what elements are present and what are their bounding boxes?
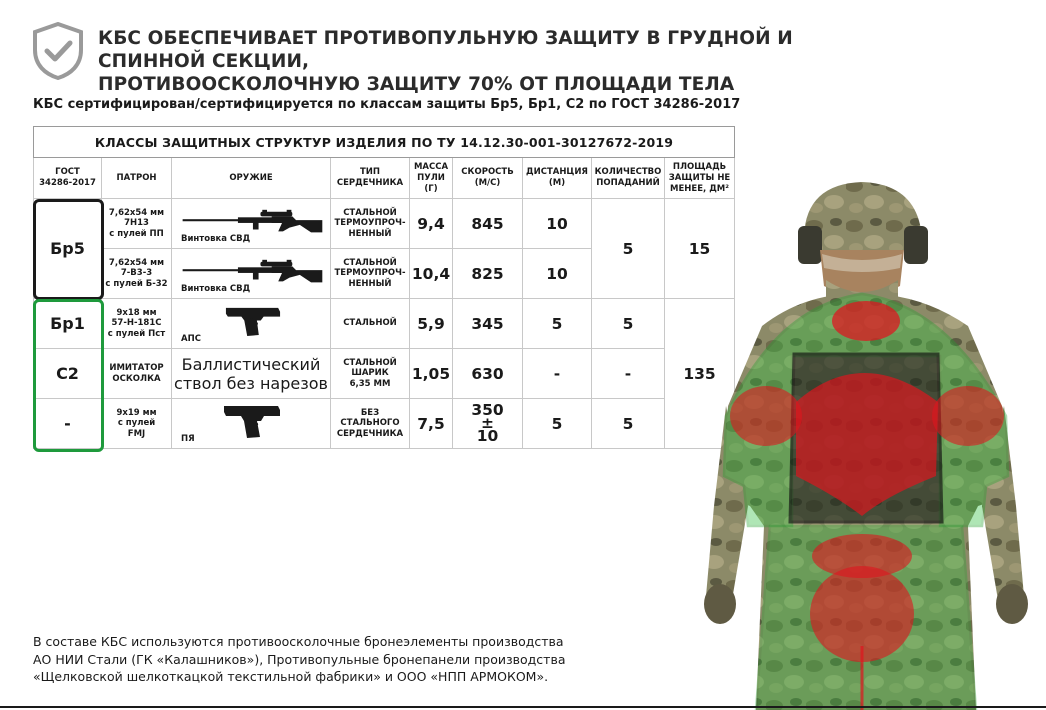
table-row (34, 299, 735, 349)
cartridge-cell: 7,62х54 мм 7Н13 с пулей ПП (102, 199, 172, 249)
page-title-line-2: ПРОТИВООСКОЛОЧНУЮ ЗАЩИТУ 70% ОТ ПЛОЩАДИ ТЕЛА (98, 74, 735, 95)
speed-cell: 630 (453, 349, 523, 399)
class-cell-c2: С2 (34, 349, 102, 399)
speed-cell: 825 (453, 249, 523, 299)
core-cell: БЕЗ СТАЛЬНОГО СЕРДЕЧНИКА (331, 399, 410, 449)
certification-note: КБС сертифицирован/сертифицируется по классам защиты Бр5, Бр1, С2 по ГОСТ 34286-2017 (33, 97, 741, 112)
hits-cell: 5 (592, 299, 665, 349)
weapon-label: Винтовка СВД (181, 284, 251, 294)
mass-cell: 5,9 (410, 299, 453, 349)
speed-cell: 845 (453, 199, 523, 249)
header-cartridge: ПАТРОН (102, 158, 172, 199)
weapon-cell (172, 249, 331, 299)
table-row (34, 199, 735, 249)
core-cell: СТАЛЬНОЙ ШАРИК 6,35 ММ (331, 349, 410, 399)
weapon-label: ПЯ (181, 434, 195, 444)
protection-classes-table (33, 126, 735, 449)
header-hits: КОЛИЧЕСТВО ПОПАДАНИЙ (592, 158, 665, 199)
area-cell-br5: 15 (665, 199, 735, 299)
hits-cell-br5: 5 (592, 199, 665, 299)
footer-line-2: АО НИИ Стали (ГК «Калашников»), Противопульные бронепанели производства (33, 651, 566, 667)
footer-line-1: В составе КБС используются противоосколочные бронеэлементы производства (33, 634, 564, 649)
core-cell: СТАЛЬНОЙ ТЕРМОУПРОЧ- НЕННЫЙ (331, 249, 410, 299)
distance-cell: 5 (523, 299, 592, 349)
header-weapon: ОРУЖИЕ (172, 158, 331, 199)
header-distance: ДИСТАНЦИЯ (М) (523, 158, 592, 199)
footer-line-3: «Щелковской шелкоткацкой текстильной фабрики» и ООО «НПП АРМОКОМ». (33, 669, 549, 684)
area-cell-lower: 135 (665, 299, 735, 449)
bottom-divider (0, 706, 1046, 708)
header-gost: ГОСТ 34286-2017 (34, 158, 102, 199)
class-cell-br5: Бр5 (34, 199, 102, 299)
hits-cell: - (592, 349, 665, 399)
speed-cell: 345 (453, 299, 523, 349)
core-cell: СТАЛЬНОЙ ТЕРМОУПРОЧ- НЕННЫЙ (331, 199, 410, 249)
core-cell: СТАЛЬНОЙ (331, 299, 410, 349)
weapon-cell: Баллистический ствол без нарезов (172, 349, 331, 399)
table-row (34, 349, 735, 399)
pya-pistol-icon (222, 403, 282, 439)
distance-cell: 10 (523, 249, 592, 299)
hits-cell: 5 (592, 399, 665, 449)
page-title (98, 27, 898, 96)
header-speed: СКОРОСТЬ (М/С) (453, 158, 523, 199)
soldier-armor-illustration (686, 176, 1046, 710)
cartridge-cell: 9х18 мм 57-Н-181С с пулей Пст (102, 299, 172, 349)
weapon-cell (172, 399, 331, 449)
table-row (34, 399, 735, 449)
weapon-cell (172, 299, 331, 349)
class-cell-br1: Бр1 (34, 299, 102, 349)
aps-pistol-icon (224, 304, 282, 337)
distance-cell: - (523, 349, 592, 399)
mass-cell: 1,05 (410, 349, 453, 399)
weapon-label: Винтовка СВД (181, 234, 251, 244)
speed-cell: 350 ± 10 (453, 399, 523, 449)
mass-cell: 7,5 (410, 399, 453, 449)
header-area: ПЛОЩАДЬ ЗАЩИТЫ НЕ МЕНЕЕ, ДМ² (665, 158, 735, 199)
shield-check-icon (32, 22, 84, 80)
distance-cell: 5 (523, 399, 592, 449)
cartridge-cell: ИМИТАТОР ОСКОЛКА (102, 349, 172, 399)
weapon-label: АПС (181, 334, 201, 344)
header-core: ТИП СЕРДЕЧНИКА (331, 158, 410, 199)
mass-cell: 9,4 (410, 199, 453, 249)
header-mass: МАССА ПУЛИ (Г) (410, 158, 453, 199)
page-title-line-1: КБС ОБЕСПЕЧИВАЕТ ПРОТИВОПУЛЬНУЮ ЗАЩИТУ В ГРУДНОЙ И СПИННОЙ СЕКЦИИ, (98, 28, 793, 72)
distance-cell: 10 (523, 199, 592, 249)
table-title: КЛАССЫ ЗАЩИТНЫХ СТРУКТУР ИЗДЕЛИЯ ПО ТУ 14.12.30-001-30127672-2019 (34, 127, 735, 158)
footer-note (33, 633, 633, 686)
class-cell-none: - (34, 399, 102, 449)
cartridge-cell: 9х19 мм с пулей FMJ (102, 399, 172, 449)
weapon-cell (172, 199, 331, 249)
cartridge-cell: 7,62х54 мм 7-В3-3 с пулей Б-32 (102, 249, 172, 299)
svd-rifle-icon (178, 257, 326, 287)
svd-rifle-icon (178, 207, 326, 237)
mass-cell: 10,4 (410, 249, 453, 299)
